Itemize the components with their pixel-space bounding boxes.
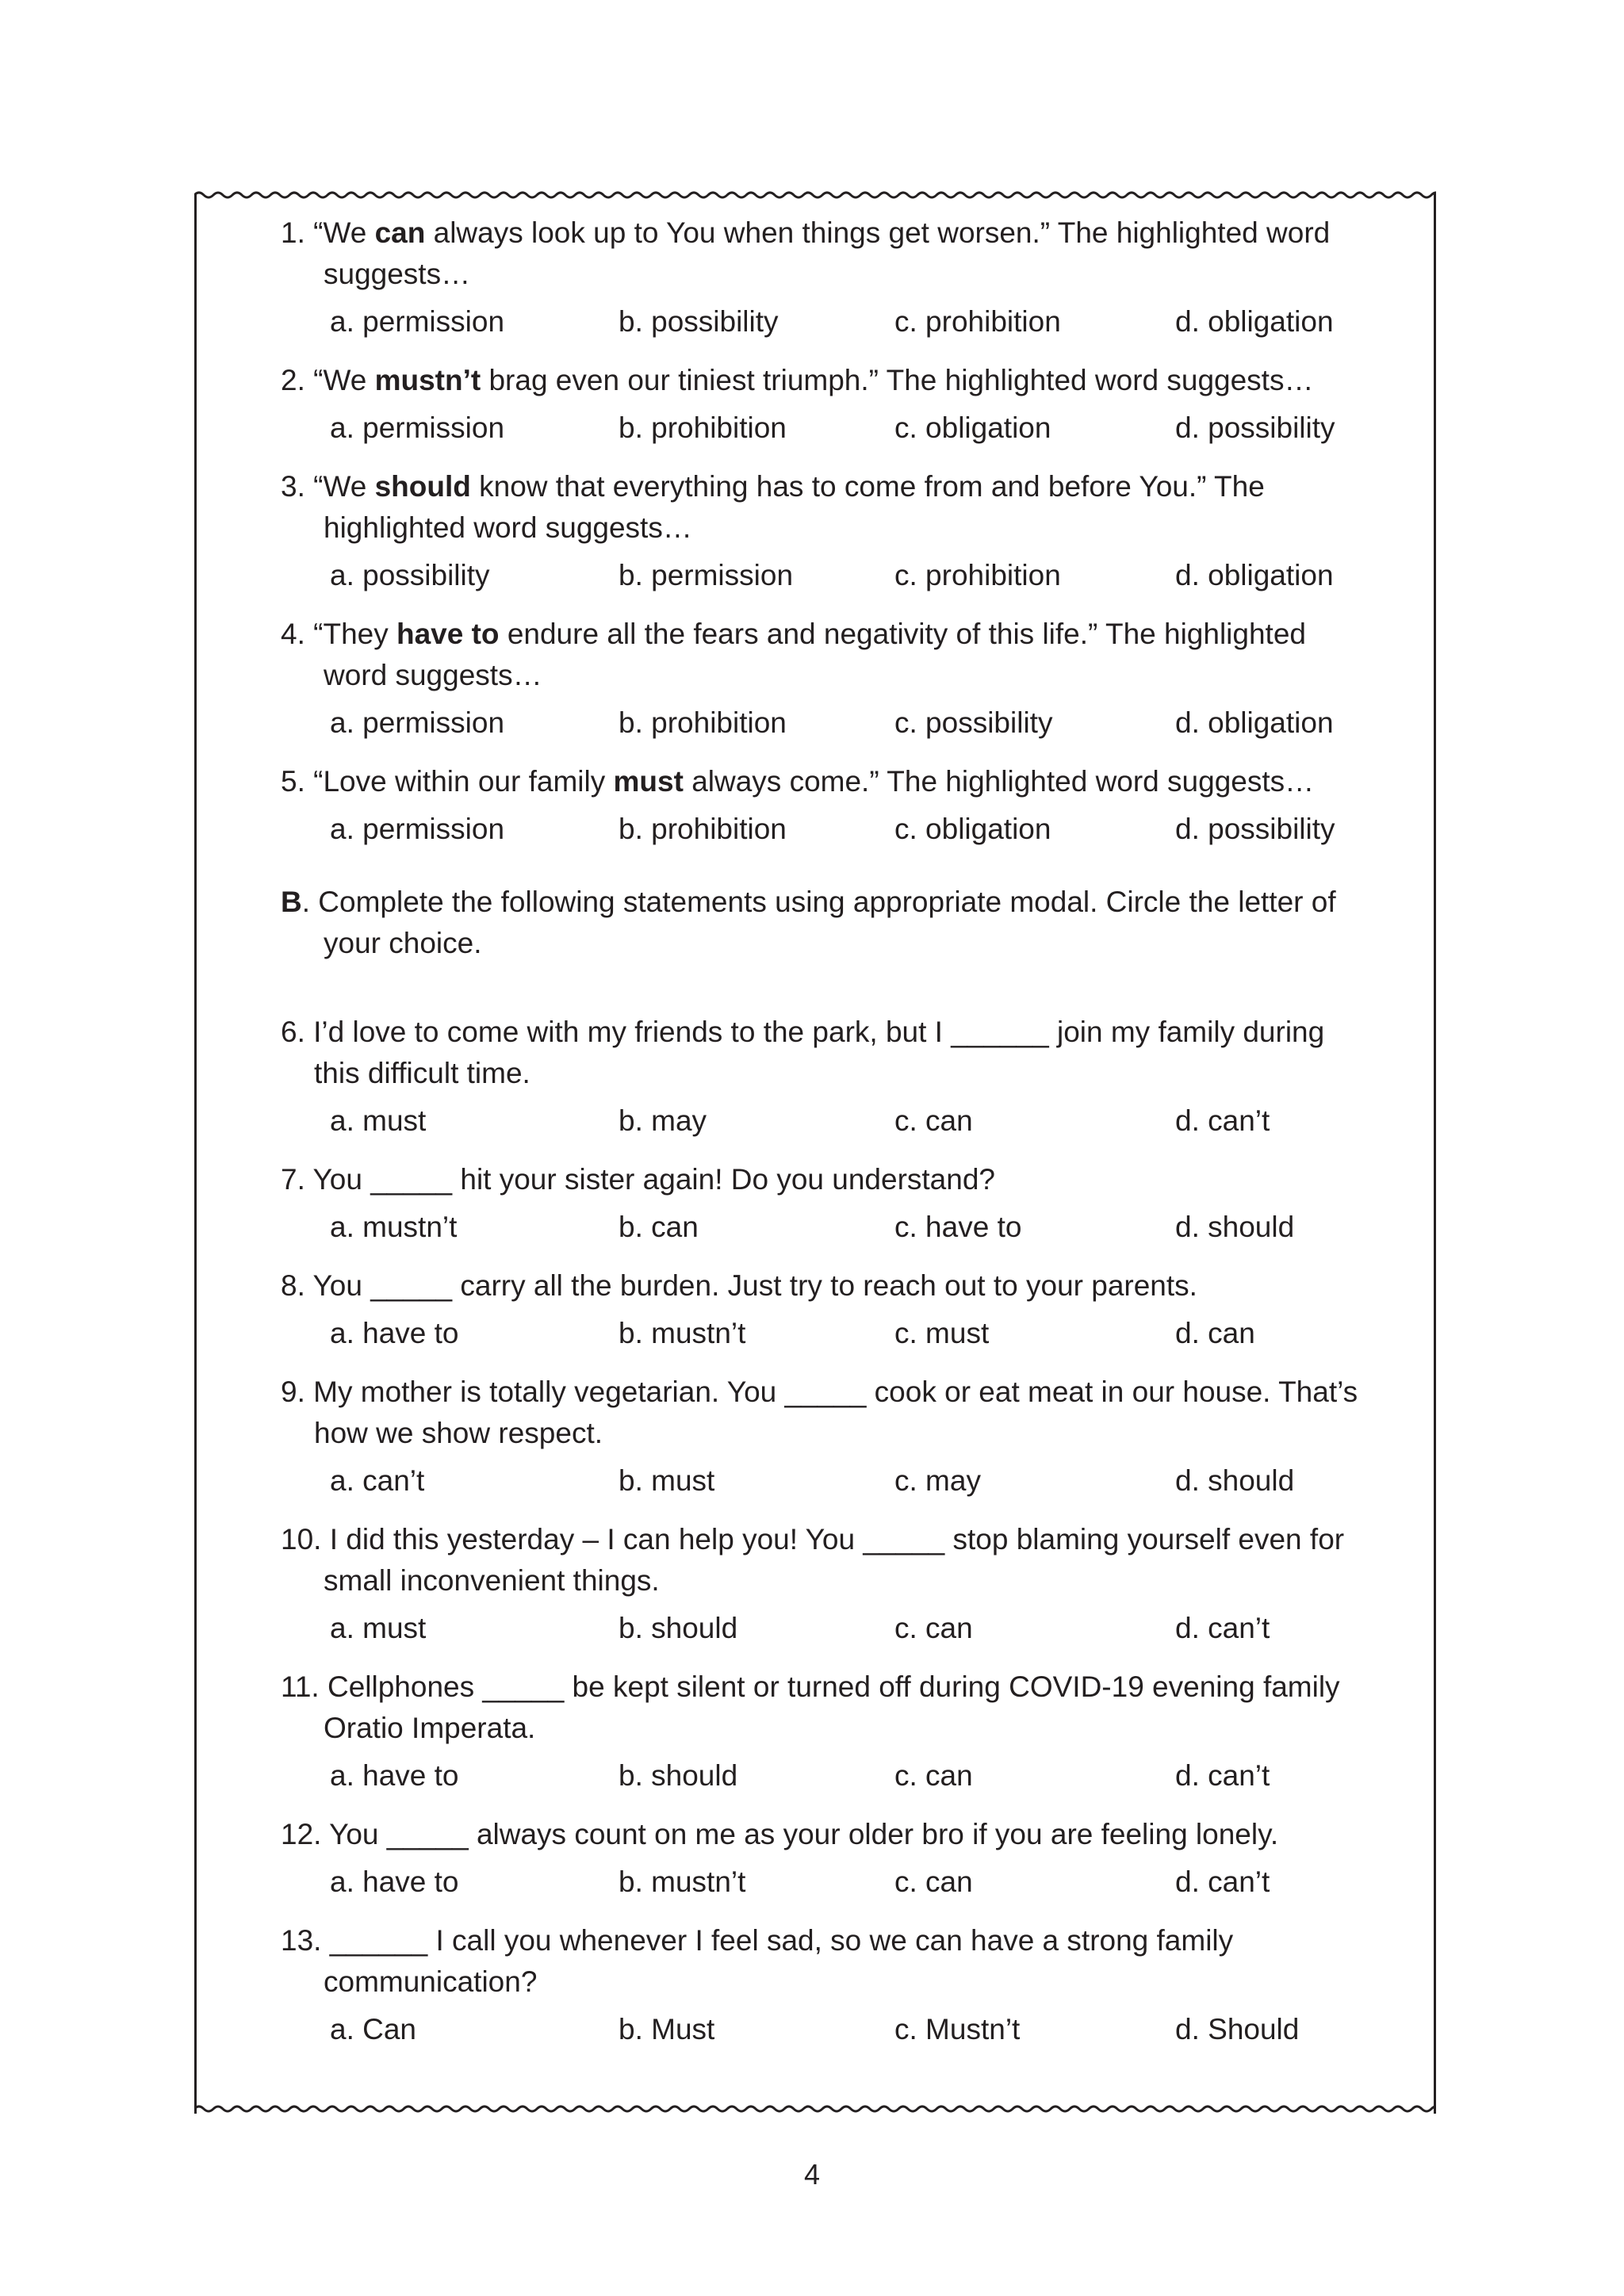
question-text: “We — [313, 216, 375, 249]
question-stem — [281, 1667, 1375, 1749]
question-number: 3. — [281, 470, 305, 503]
question-stem — [281, 1265, 1375, 1307]
question-stem — [281, 212, 1375, 295]
question-stem — [281, 1519, 1375, 1601]
option-d[interactable]: d. obligation — [1175, 559, 1334, 591]
highlighted-word: mustn’t — [374, 364, 481, 396]
question-number: 6. — [281, 1016, 305, 1048]
question-text: “Love within our family — [313, 765, 614, 798]
highlighted-word: must — [613, 765, 684, 798]
answer-options — [281, 1608, 1375, 1649]
question-text: “We — [313, 470, 375, 503]
highlighted-word: have to — [396, 618, 500, 650]
answer-options — [281, 702, 1375, 744]
option-c[interactable]: c. can — [894, 1866, 973, 1898]
question-number: 12. — [281, 1818, 322, 1850]
question-stem — [281, 360, 1375, 401]
question-number: 11. — [281, 1670, 320, 1703]
question-number: 7. — [281, 1163, 305, 1196]
answer-options — [281, 1755, 1375, 1797]
option-a[interactable]: a. Can — [330, 2013, 417, 2045]
question-stem — [281, 1159, 1375, 1200]
section-instruction-text: . Complete the following statements using appropriate modal. Circle the letter of your choice. — [301, 886, 1336, 959]
question-text: I did this yesterday – I can help you! You _____ stop blaming yourself even for small inconvenient things. — [324, 1523, 1345, 1597]
highlighted-word: can — [374, 216, 426, 249]
question-stem — [281, 1012, 1375, 1094]
answer-options — [281, 1862, 1375, 1903]
question-number: 13. — [281, 1924, 322, 1957]
option-d[interactable]: d. can’t — [1175, 1612, 1270, 1644]
question-text: endure all the fears and negativity of this life.” The highlighted word suggests… — [324, 618, 1306, 691]
question-item — [281, 1920, 1375, 2050]
question-text: You _____ hit your sister again! Do you understand? — [312, 1163, 995, 1196]
page-number: 4 — [803, 2158, 821, 2191]
question-text: “We — [313, 364, 375, 396]
question-text: My mother is totally vegetarian. You _____ cook or eat meat in our house. That’s how we show respect. — [313, 1376, 1358, 1449]
option-a[interactable]: a. can’t — [330, 1464, 425, 1497]
option-c[interactable]: c. obligation — [894, 411, 1051, 444]
worksheet-content — [281, 212, 1375, 2068]
option-b[interactable]: b. permission — [619, 559, 794, 591]
option-d[interactable]: d. Should — [1175, 2013, 1300, 2045]
question-stem — [281, 1372, 1375, 1454]
option-d[interactable]: d. can’t — [1175, 1866, 1270, 1898]
question-text: Cellphones _____ be kept silent or turned off during COVID-19 evening family Oratio Imperata. — [324, 1670, 1340, 1744]
answer-options — [281, 2009, 1375, 2050]
option-c[interactable]: c. obligation — [894, 813, 1051, 845]
question-stem — [281, 466, 1375, 549]
option-c[interactable]: c. possibility — [894, 706, 1053, 739]
question-text: I’d love to come with my friends to the park, but I ______ join my family during this difficult time. — [313, 1016, 1325, 1089]
option-c[interactable]: c. prohibition — [894, 305, 1061, 338]
option-a[interactable]: a. have to — [330, 1317, 459, 1349]
option-a[interactable]: a. must — [330, 1612, 427, 1644]
question-item — [281, 466, 1375, 596]
option-c[interactable]: c. can — [894, 1759, 973, 1792]
question-text: You _____ always count on me as your older bro if you are feeling lonely. — [329, 1818, 1279, 1850]
option-d[interactable]: d. can’t — [1175, 1104, 1270, 1137]
answer-options — [281, 1207, 1375, 1248]
option-c[interactable]: c. must — [894, 1317, 990, 1349]
question-item — [281, 1265, 1375, 1354]
question-text: “They — [313, 618, 396, 650]
question-number: 4. — [281, 618, 305, 650]
option-b[interactable]: b. mustn’t — [619, 1866, 746, 1898]
option-d[interactable]: d. should — [1175, 1211, 1295, 1243]
option-b[interactable]: b. possibility — [619, 305, 779, 338]
question-number: 8. — [281, 1269, 305, 1302]
option-d[interactable]: d. can’t — [1175, 1759, 1270, 1792]
answer-options — [281, 301, 1375, 342]
question-text: always look up to You when things get worsen.” The highlighted word suggests… — [324, 216, 1331, 290]
option-c[interactable]: c. can — [894, 1104, 973, 1137]
option-b[interactable]: b. prohibition — [619, 411, 787, 444]
question-item — [281, 360, 1375, 449]
question-item — [281, 614, 1375, 744]
question-stem — [281, 1814, 1375, 1855]
wavy-border-bottom — [194, 2103, 1436, 2115]
questions-part-b — [281, 1012, 1375, 2050]
option-b[interactable]: b. should — [619, 1612, 738, 1644]
question-item — [281, 761, 1375, 850]
option-a[interactable]: a. must — [330, 1104, 427, 1137]
option-a[interactable]: a. permission — [330, 706, 505, 739]
question-item — [281, 1012, 1375, 1142]
wavy-border-top — [194, 189, 1436, 201]
option-b[interactable]: b. can — [619, 1211, 699, 1243]
question-stem — [281, 761, 1375, 802]
option-b[interactable]: b. prohibition — [619, 813, 787, 845]
question-item — [281, 1667, 1375, 1797]
highlighted-word: should — [374, 470, 471, 503]
option-a[interactable]: a. permission — [330, 305, 505, 338]
option-c[interactable]: c. may — [894, 1464, 981, 1497]
question-number: 2. — [281, 364, 305, 396]
question-item — [281, 1372, 1375, 1502]
option-c[interactable]: c. Mustn’t — [894, 2013, 1021, 2045]
option-a[interactable]: a. mustn’t — [330, 1211, 458, 1243]
option-a[interactable]: a. possibility — [330, 559, 490, 591]
option-c[interactable]: c. prohibition — [894, 559, 1061, 591]
answer-options — [281, 408, 1375, 449]
question-text: always come.” The highlighted word suggests… — [683, 765, 1315, 798]
option-d[interactable]: d. obligation — [1175, 305, 1334, 338]
question-stem — [281, 1920, 1375, 2003]
option-d[interactable]: d. possibility — [1175, 813, 1335, 845]
option-d[interactable]: d. possibility — [1175, 411, 1335, 444]
question-number: 1. — [281, 216, 305, 249]
option-d[interactable]: d. can — [1175, 1317, 1255, 1349]
option-a[interactable]: a. have to — [330, 1759, 459, 1792]
answer-options — [281, 809, 1375, 850]
option-b[interactable]: b. may — [619, 1104, 707, 1137]
option-c[interactable]: c. can — [894, 1612, 973, 1644]
answer-options — [281, 555, 1375, 596]
answer-options — [281, 1460, 1375, 1502]
option-c[interactable]: c. have to — [894, 1211, 1022, 1243]
question-text: know that everything has to come from and before You.” The highlighted word suggests… — [324, 470, 1265, 544]
question-text: brag even our tiniest triumph.” The highlighted word suggests… — [481, 364, 1314, 396]
question-number: 10. — [281, 1523, 322, 1556]
section-b-instructions — [281, 882, 1375, 964]
questions-part-a — [281, 212, 1375, 850]
answer-options — [281, 1100, 1375, 1142]
option-a[interactable]: a. permission — [330, 813, 505, 845]
option-b[interactable]: b. must — [619, 1464, 715, 1497]
option-d[interactable]: d. obligation — [1175, 706, 1334, 739]
option-b[interactable]: b. prohibition — [619, 706, 787, 739]
question-item — [281, 212, 1375, 342]
question-number: 9. — [281, 1376, 305, 1408]
question-item — [281, 1814, 1375, 1903]
question-text: You _____ carry all the burden. Just try to reach out to your parents. — [312, 1269, 1197, 1302]
option-a[interactable]: a. have to — [330, 1866, 459, 1898]
option-b[interactable]: b. should — [619, 1759, 738, 1792]
question-number: 5. — [281, 765, 305, 798]
question-text: ______ I call you whenever I feel sad, so we can have a strong family communication? — [324, 1924, 1234, 1998]
answer-options — [281, 1313, 1375, 1354]
question-stem — [281, 614, 1375, 696]
option-b[interactable]: b. mustn’t — [619, 1317, 746, 1349]
question-item — [281, 1159, 1375, 1248]
option-b[interactable]: b. Must — [619, 2013, 715, 2045]
section-letter: B — [281, 886, 302, 918]
option-d[interactable]: d. should — [1175, 1464, 1295, 1497]
question-item — [281, 1519, 1375, 1649]
option-a[interactable]: a. permission — [330, 411, 505, 444]
